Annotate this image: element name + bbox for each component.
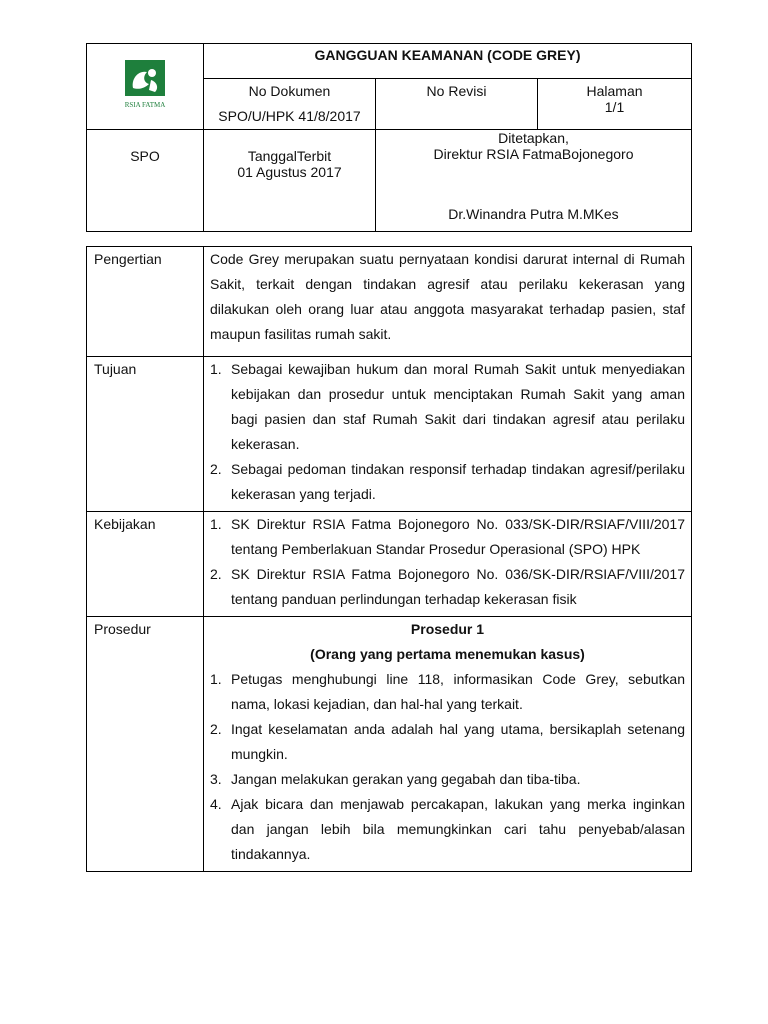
prosedur-label: Prosedur bbox=[87, 617, 204, 872]
item-text: Petugas menghubungi line 118, informasikan Code Grey, sebutkan nama, lokasi kejadian, dan hal-hal yang terkait. bbox=[231, 671, 685, 712]
spo-label: SPO bbox=[130, 148, 160, 164]
kebijakan-content bbox=[204, 512, 692, 617]
halaman-label: Halaman bbox=[586, 83, 643, 99]
halaman-value: 1/1 bbox=[604, 99, 625, 115]
ditetapkan-label: Ditetapkan, bbox=[498, 130, 569, 146]
item-number: 1. bbox=[210, 361, 222, 377]
prosedur-subheading: (Orang yang pertama menemukan kasus) bbox=[310, 646, 585, 662]
no-dokumen-cell bbox=[204, 79, 376, 130]
list-item bbox=[210, 792, 685, 867]
list-item bbox=[210, 717, 685, 767]
item-text: SK Direktur RSIA Fatma Bojonegoro No. 033/SK-DIR/RSIAF/VIII/2017 tentang Pemberlakuan Standar Prosedur Operasional (SPO) HPK bbox=[231, 516, 685, 557]
spo-cell bbox=[87, 130, 204, 232]
logo-cell bbox=[87, 44, 204, 130]
item-text: SK Direktur RSIA Fatma Bojonegoro No. 036/SK-DIR/RSIAF/VIII/2017 tentang panduan perlindungan terhadap kekerasan fisik bbox=[231, 566, 685, 607]
no-revisi-label: No Revisi bbox=[426, 83, 487, 99]
item-text: Ajak bicara dan menjawab percakapan, lakukan yang merka inginkan dan jangan lebih bila memungkinkan cari tahu penyebab/alasan tindakannya. bbox=[231, 796, 685, 862]
item-text: Ingat keselamatan anda adalah hal yang utama, bersikaplah setenang mungkin. bbox=[231, 721, 685, 762]
prosedur-list bbox=[204, 667, 691, 871]
prosedur-content bbox=[204, 617, 692, 872]
item-number: 1. bbox=[210, 671, 222, 687]
item-number: 2. bbox=[210, 721, 222, 737]
item-number: 2. bbox=[210, 566, 222, 582]
logo-text: RSIA FATMA bbox=[124, 101, 166, 109]
document-content-table bbox=[86, 246, 692, 872]
halaman-cell bbox=[538, 79, 692, 130]
tujuan-list bbox=[204, 357, 691, 511]
no-revisi-cell bbox=[376, 79, 538, 130]
tujuan-content bbox=[204, 357, 692, 512]
list-item bbox=[210, 512, 685, 562]
document-title: GANGGUAN KEAMANAN (CODE GREY) bbox=[204, 44, 692, 79]
direktur-label: Direktur RSIA FatmaBojonegoro bbox=[433, 146, 634, 162]
tujuan-label: Tujuan bbox=[87, 357, 204, 512]
list-item bbox=[210, 357, 685, 457]
item-number: 4. bbox=[210, 796, 222, 812]
hospital-logo-icon bbox=[121, 60, 169, 110]
list-item bbox=[210, 562, 685, 612]
pengertian-label: Pengertian bbox=[87, 247, 204, 357]
tanggal-value: 01 Agustus 2017 bbox=[237, 164, 342, 180]
pengertian-text: Code Grey merupakan suatu pernyataan kondisi darurat internal di Rumah Sakit, terkait dengan tindakan agresif atau perilaku kekerasan yang dilakukan oleh orang luar atau anggota masyarakat terhadap pasien, staf maupun fasilitas rumah sakit. bbox=[210, 251, 685, 342]
list-item bbox=[210, 667, 685, 717]
no-dokumen-value: SPO/U/HPK 41/8/2017 bbox=[218, 108, 361, 124]
kebijakan-label: Kebijakan bbox=[87, 512, 204, 617]
item-text: Sebagai pedoman tindakan responsif terhadap tindakan agresif/perilaku kekerasan yang terjadi. bbox=[231, 461, 685, 502]
item-number: 3. bbox=[210, 771, 222, 787]
item-number: 2. bbox=[210, 461, 222, 477]
document-header-table bbox=[86, 43, 692, 232]
item-text: Sebagai kewajiban hukum dan moral Rumah Sakit untuk menyediakan kebijakan dan prosedur untuk menciptakan Rumah Sakit yang aman bagi pasien dan staf Rumah Sakit dari tindakan agresif atau perilaku kekerasan. bbox=[231, 361, 685, 452]
ditetapkan-cell bbox=[376, 130, 692, 232]
pengertian-content bbox=[204, 247, 692, 357]
tanggal-cell bbox=[204, 130, 376, 232]
kebijakan-list bbox=[204, 512, 691, 616]
prosedur-heading: Prosedur 1 bbox=[410, 621, 485, 637]
signatory-name: Dr.Winandra Putra M.MKes bbox=[448, 206, 619, 222]
list-item bbox=[210, 457, 685, 507]
item-number: 1. bbox=[210, 516, 222, 532]
tanggal-label: TanggalTerbit bbox=[247, 148, 332, 164]
list-item bbox=[210, 767, 685, 792]
no-dokumen-label: No Dokumen bbox=[248, 83, 331, 99]
item-text: Jangan melakukan gerakan yang gegabah dan tiba-tiba. bbox=[231, 771, 581, 787]
